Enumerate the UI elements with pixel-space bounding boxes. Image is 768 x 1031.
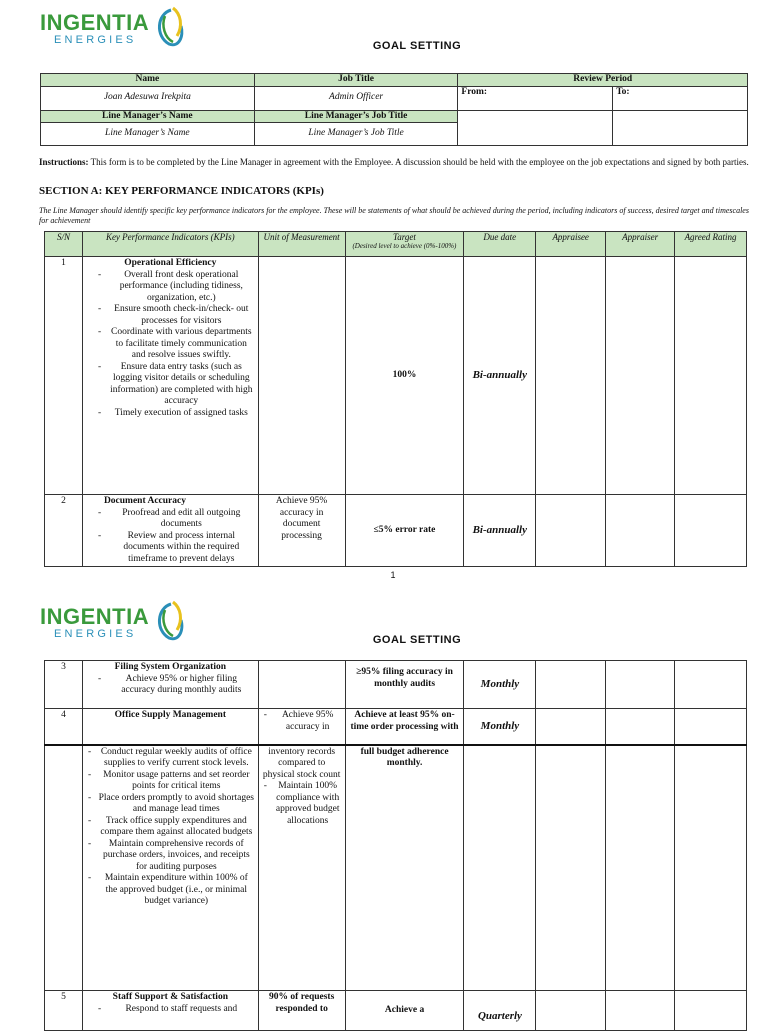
row-sn: 5 <box>45 991 83 1031</box>
list-item: - Review and process internal documents within the required timeframe to prevent delays <box>98 531 255 566</box>
appraisee-header: Appraisee <box>536 232 606 257</box>
list-item: - Monitor usage patterns and set reorder points for critical items <box>88 770 255 793</box>
table-row <box>45 495 747 567</box>
kpi-items <box>86 1004 255 1016</box>
page2-title: GOAL SETTING <box>372 634 462 646</box>
table-row <box>45 257 747 495</box>
kpi-items <box>86 747 255 908</box>
page-title: GOAL SETTING <box>372 40 462 52</box>
kpi-cell <box>82 745 258 991</box>
table-row <box>45 661 747 709</box>
logo-wordmark-top: INGENTIA <box>40 10 150 35</box>
target-cell: Achieve a <box>345 991 464 1031</box>
list-item: - Achieve 95% accuracy in <box>264 710 342 733</box>
kpi-table-page1 <box>44 231 747 567</box>
kpi-title: Office Supply Management <box>82 709 258 745</box>
list-item: - Maintain 100% compliance with approved budget allocations <box>264 781 342 827</box>
list-item: - Place orders promptly to avoid shortages and manage lead times <box>88 793 255 816</box>
target-cell: ≥95% filing accuracy in monthly audits <box>345 661 464 709</box>
kpi-title: Filing System Organization <box>114 662 226 672</box>
table-row <box>45 745 747 991</box>
line-manager-job-title-header: Line Manager’s Job Title <box>254 110 458 123</box>
list-item: - Maintain comprehensive records of purchase orders, invoices, and receipts for auditing purposes <box>88 839 255 874</box>
list-item: - Coordinate with various departments to facilitate timely communication and resolve issues swiftly. <box>98 327 255 362</box>
list-item: - Track office supply expenditures and compare them against allocated budgets <box>88 816 255 839</box>
from-label: From: <box>458 86 613 110</box>
row-sn: 4 <box>45 709 83 745</box>
logo-wordmark-bottom: ENERGIES <box>54 628 137 640</box>
target-cell: full budget adherence monthly. <box>345 745 464 991</box>
list-item: - Conduct regular weekly audits of office supplies to verify current stock levels. <box>88 747 255 770</box>
table-row <box>45 991 747 1031</box>
employee-info-table <box>40 73 748 146</box>
due-date-cell: Monthly <box>464 709 536 745</box>
unit-cell: 90% of requests responded to <box>258 991 345 1031</box>
row-sn: 2 <box>45 495 83 567</box>
target-header <box>345 232 464 257</box>
due-date-header: Due date <box>464 232 536 257</box>
unit-cell <box>258 709 345 745</box>
appraiser-header: Appraiser <box>606 232 675 257</box>
to-label: To: <box>613 86 748 110</box>
due-date-cell: Bi-annually <box>464 257 536 495</box>
kpi-title: Operational Efficiency <box>124 258 217 268</box>
unit-header: Unit of Measurement <box>258 232 345 257</box>
instructions <box>39 157 749 168</box>
kpi-title: Staff Support & Satisfaction <box>112 992 228 1002</box>
list-item: - Maintain expenditure within 100% of the approved budget (i.e., or minimal budget variance) <box>88 873 255 908</box>
unit-cell: Achieve 95% accuracy in document processing <box>258 495 345 567</box>
unit-cont: inventory records compared to physical stock count <box>262 746 341 780</box>
kpi-header: Key Performance Indicators (KPIs) <box>82 232 258 257</box>
job-title-header: Job Title <box>254 74 458 87</box>
name-header: Name <box>41 74 255 87</box>
target-cell: ≤5% error rate <box>345 495 464 567</box>
due-date-cell: Bi-annually <box>464 495 536 567</box>
list-item: - Proofread and edit all outgoing documents <box>98 508 255 531</box>
employee-name: Joan Adesuwa Irekpita <box>41 86 255 110</box>
row-sn: 1 <box>45 257 83 495</box>
due-date-cell: Quarterly <box>464 991 536 1031</box>
unit-cell <box>258 745 345 991</box>
list-item: - Achieve 95% or higher filing accuracy during monthly audits <box>98 674 255 697</box>
kpi-cell <box>82 257 258 495</box>
kpi-table-page2 <box>44 660 747 1031</box>
due-date-cell: Monthly <box>464 661 536 709</box>
target-cell: 100% <box>345 257 464 495</box>
target-header-sub: (Desired level to achieve (0%-100%) <box>352 242 457 250</box>
target-header-label: Target <box>393 232 416 242</box>
kpi-title: Document Accuracy <box>103 496 186 506</box>
table-row <box>45 709 747 745</box>
agreed-rating-header: Agreed Rating <box>675 232 747 257</box>
section-a-note: The Line Manager should identify specific key performance indicators for the employee. These will be statements of what should be achieved during the period, including indicators of success, desired target and timescales for achievement <box>39 206 749 225</box>
instructions-text: This form is to be completed by the Line Manager in agreement with the Employee. A discussion should be held with the employee on the job expectations and signed by both parties. <box>88 157 749 167</box>
kpi-items <box>86 508 255 566</box>
kpi-cell <box>82 661 258 709</box>
review-period-header: Review Period <box>458 74 748 87</box>
list-item: - Timely execution of assigned tasks <box>98 408 255 420</box>
sn-header: S/N <box>45 232 83 257</box>
section-a-title: SECTION A: KEY PERFORMANCE INDICATORS (KPIs) <box>39 185 324 197</box>
logo-wordmark-bottom: ENERGIES <box>54 34 137 46</box>
row-sn: 3 <box>45 661 83 709</box>
list-item: - Ensure smooth check-in/check- out processes for visitors <box>98 304 255 327</box>
page-number: 1 <box>390 570 396 580</box>
unit-cell <box>258 661 345 709</box>
kpi-items <box>86 674 255 697</box>
list-item: - Overall front desk operational performance (including tidiness, organization, etc.) <box>98 270 255 305</box>
target-cell: Achieve at least 95% on-time order processing with <box>345 709 464 745</box>
kpi-cell <box>82 495 258 567</box>
list-item: - Respond to staff requests and <box>98 1004 255 1016</box>
unit-cell <box>258 257 345 495</box>
employee-job-title: Admin Officer <box>254 86 458 110</box>
list-item: - Ensure data entry tasks (such as logging visitor details or scheduling information) are completed with high accuracy <box>98 362 255 408</box>
logo-wordmark-top: INGENTIA <box>40 604 150 629</box>
line-manager-job-title: Line Manager’s Job Title <box>254 123 458 146</box>
kpi-items <box>86 270 255 420</box>
line-manager-name: Line Manager’s Name <box>41 123 255 146</box>
line-manager-name-header: Line Manager’s Name <box>41 110 255 123</box>
instructions-label: Instructions: <box>39 157 89 167</box>
kpi-cell <box>82 991 258 1031</box>
